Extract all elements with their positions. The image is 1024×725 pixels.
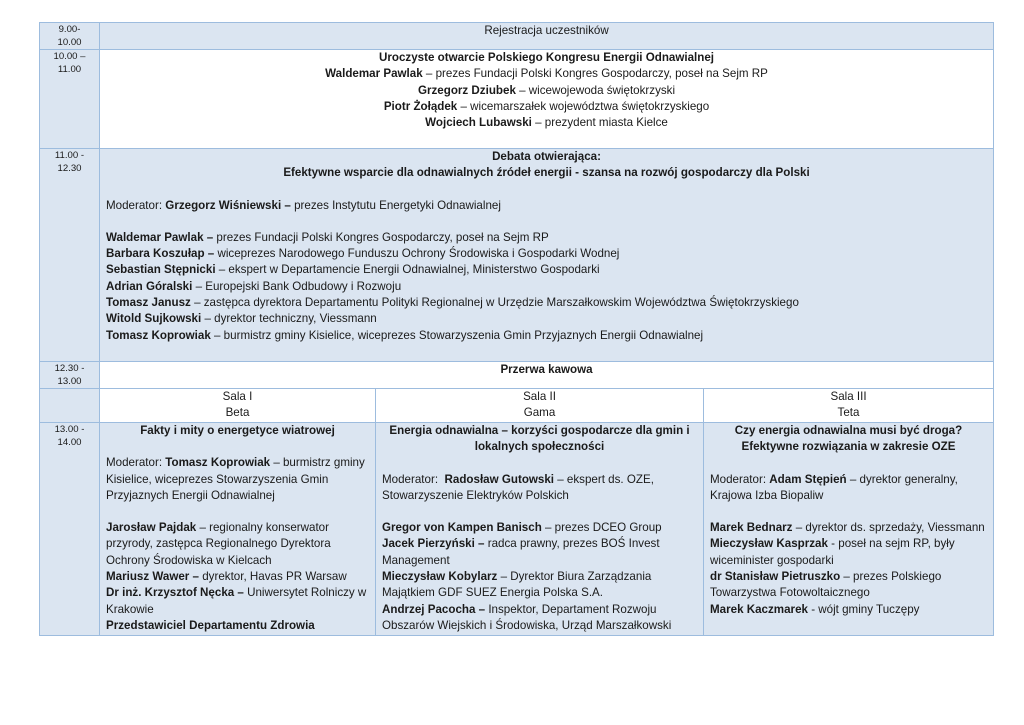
panelist-role: prezes Fundacji Polski Kongres Gospodarczy, poseł na Sejm RP bbox=[213, 230, 549, 244]
panelist-role: Inspektor, Departament Rozwoju Obszarów Wiejskich i Środowiska, Urząd Marszałkowski bbox=[382, 602, 672, 632]
session-title: Fakty i mity o energetyce wiatrowej bbox=[140, 424, 335, 437]
time-cell bbox=[40, 423, 100, 636]
moderator-role: prezes Instytutu Energetyki Odnawialnej bbox=[290, 198, 501, 212]
row-registration bbox=[40, 23, 994, 50]
time-cell bbox=[40, 23, 100, 50]
moderator-name: Adam Stępień bbox=[769, 472, 847, 486]
debate-cell bbox=[100, 149, 994, 362]
panelist-role: – ekspert w Departamencie Energii Odnawialnej, Ministerstwo Gospodarki bbox=[215, 263, 600, 277]
session-title: Energia odnawialna – korzyści gospodarcze dla gmin i lokalnych społeczności bbox=[389, 424, 690, 454]
panelist-name: Tomasz Janusz bbox=[106, 296, 191, 310]
panelist-role: - wójt gminy Tuczępy bbox=[807, 602, 920, 616]
panelist-role: radca prawny, prezes BOŚ Invest Management bbox=[382, 537, 660, 567]
panelist-line bbox=[710, 536, 987, 569]
panelist-role: Uniwersytet Rolniczy w Krakowie bbox=[106, 586, 367, 616]
session-title: Czy energia odnawialna musi być droga? Efektywne rozwiązania w zakresie OZE bbox=[734, 424, 963, 454]
panelist-line bbox=[106, 262, 987, 278]
row-debate bbox=[40, 149, 994, 362]
separator: – bbox=[515, 83, 529, 97]
room-code: Teta bbox=[837, 406, 860, 420]
time-label: 11.00 - 12.30 bbox=[54, 150, 85, 174]
time-cell bbox=[40, 362, 100, 389]
moderator-label: Moderator: bbox=[106, 198, 166, 212]
panelist-role: wiceprezes Narodowego Funduszu Ochrony Środowiska i Gospodarki Wodnej bbox=[214, 247, 620, 261]
session-sala-2 bbox=[376, 423, 704, 636]
panelist-name: Marek Bednarz bbox=[710, 521, 793, 535]
speaker-name: Waldemar Pawlak bbox=[325, 67, 423, 81]
panelist-name: dr Stanisław Pietruszko bbox=[710, 570, 841, 584]
panelist-line bbox=[106, 311, 987, 327]
panelist-line bbox=[106, 618, 369, 634]
speaker-line bbox=[106, 99, 987, 115]
row-rooms bbox=[40, 389, 994, 423]
panelist-name: Tomasz Koprowiak bbox=[106, 328, 211, 342]
panelist-name: Witold Sujkowski bbox=[106, 312, 202, 326]
panelist-name: Mariusz Wawer – bbox=[106, 570, 199, 584]
room-header bbox=[376, 389, 704, 423]
moderator-label: Moderator: bbox=[382, 472, 445, 486]
panelist-line bbox=[710, 602, 987, 618]
panelist-role: – burmistrz gminy Kisielice, wiceprezes Stowarzyszenia Gmin Przyjaznych Energii Odnawialnej bbox=[210, 328, 704, 342]
speaker-role: wicemarszałek województwa świętokrzyskiego bbox=[470, 99, 710, 113]
panelist-role: dyrektor, Havas PR Warsaw bbox=[199, 570, 347, 584]
room-name: Sala II bbox=[523, 390, 556, 403]
moderator-name: Radosław Gutowski bbox=[444, 472, 555, 486]
row-break bbox=[40, 362, 994, 389]
moderator-line bbox=[106, 198, 987, 214]
spacer bbox=[382, 456, 697, 472]
panelist-line bbox=[106, 569, 369, 585]
panelist-name: Mieczysław Kobylarz bbox=[382, 570, 498, 584]
time-cell bbox=[40, 149, 100, 362]
panelist-line bbox=[382, 536, 697, 569]
time-cell-empty bbox=[40, 389, 100, 423]
panelist-line bbox=[710, 569, 987, 602]
debate-title: Debata otwierająca: bbox=[492, 150, 601, 163]
speaker-name: Grzegorz Dziubek bbox=[417, 83, 516, 97]
panelist-name: Marek Kaczmarek bbox=[710, 602, 808, 616]
room-code: Gama bbox=[523, 406, 556, 420]
time-label: 12.30 - 13.00 bbox=[54, 363, 85, 387]
agenda-table bbox=[39, 22, 994, 636]
separator: – bbox=[422, 67, 436, 81]
speaker-role: prezes Fundacji Polski Kongres Gospodarczy, poseł na Sejm RP bbox=[435, 67, 768, 81]
speaker-role: wicewojewoda świętokrzyski bbox=[528, 83, 676, 97]
panelist-name: Adrian Góralski bbox=[106, 279, 193, 293]
time-cell bbox=[40, 50, 100, 149]
time-label: 10.00 – 11.00 bbox=[53, 51, 86, 75]
panelist-line bbox=[106, 279, 987, 295]
spacer bbox=[382, 504, 697, 520]
moderator-role: – ekspert ds. OZE, Stowarzyszenie Elektryków Polskich bbox=[382, 472, 654, 502]
opening-title: Uroczyste otwarcie Polskiego Kongresu Energii Odnawialnej bbox=[379, 51, 715, 64]
registration-title: Rejestracja uczestników bbox=[484, 24, 609, 37]
moderator-label: Moderator: bbox=[710, 472, 770, 486]
panelist-line bbox=[382, 520, 697, 536]
panelist-line bbox=[382, 602, 697, 635]
panelist-line bbox=[106, 295, 987, 311]
room-header bbox=[704, 389, 994, 423]
row-opening bbox=[40, 50, 994, 149]
break-title: Przerwa kawowa bbox=[500, 363, 593, 376]
panelist-name: Przedstawiciel Departamentu Zdrowia bbox=[106, 618, 315, 632]
panelist-name: Gregor von Kampen Banisch bbox=[382, 521, 542, 535]
panelist-role: – prezes Polskiego Towarzystwa Fotowoltaicznego bbox=[710, 570, 942, 600]
speaker-line bbox=[106, 66, 987, 82]
panelist-name: Sebastian Stępnicki bbox=[106, 263, 216, 277]
time-label: 9.00- 10.00 bbox=[57, 24, 82, 48]
panelist-role: – dyrektor ds. sprzedaży, Viessmann bbox=[792, 521, 985, 535]
panelist-line bbox=[106, 520, 369, 569]
panelist-name: Waldemar Pawlak – bbox=[106, 230, 214, 244]
speaker-name: Piotr Żołądek bbox=[383, 99, 458, 113]
panelist-line bbox=[106, 328, 987, 344]
panelist-line bbox=[106, 230, 987, 246]
spacer bbox=[710, 504, 987, 520]
speaker-line bbox=[106, 115, 987, 131]
panelist-name: Jacek Pierzyński – bbox=[382, 537, 485, 551]
panelist-role: – prezes DCEO Group bbox=[541, 521, 662, 535]
panelist-name: Mieczysław Kasprzak bbox=[710, 537, 828, 551]
session-sala-3 bbox=[704, 423, 994, 636]
panelist-role: – Europejski Bank Odbudowy i Rozwoju bbox=[192, 279, 402, 293]
spacer bbox=[106, 439, 369, 455]
panelist-name: Dr inż. Krzysztof Nęcka – bbox=[106, 586, 244, 600]
separator: – bbox=[531, 116, 545, 130]
panelist-line bbox=[106, 246, 987, 262]
room-code: Beta bbox=[225, 406, 250, 420]
moderator-role: – burmistrz gminy Kisielice, wiceprezes Stowarzyszenia Gmin Przyjaznych Energii Odnawialnej bbox=[106, 456, 365, 502]
moderator-line bbox=[382, 472, 697, 505]
speaker-role: prezydent miasta Kielce bbox=[544, 116, 668, 130]
spacer bbox=[710, 456, 987, 472]
panelist-line bbox=[382, 569, 697, 602]
moderator-name: Tomasz Koprowiak bbox=[165, 456, 271, 470]
panelist-name: Barbara Koszułap – bbox=[106, 247, 215, 261]
spacer bbox=[106, 214, 987, 230]
debate-subtitle: Efektywne wsparcie dla odnawialnych źródeł energii - szansa na rozwój gospodarczy dla Polski bbox=[283, 166, 810, 180]
panelist-name: Andrzej Pacocha – bbox=[382, 602, 486, 616]
moderator-role: – dyrektor generalny, Krajowa Izba Biopaliw bbox=[710, 472, 958, 502]
moderator-line bbox=[710, 472, 987, 505]
opening-cell bbox=[100, 50, 994, 149]
panelist-role: – Dyrektor Biura Zarządzania Majątkiem GDF SUEZ Energia Polska S.A. bbox=[382, 570, 652, 600]
room-name: Sala I bbox=[222, 390, 253, 403]
panelist-role: - poseł na sejm RP, były wiceminister gospodarki bbox=[710, 537, 955, 567]
moderator-line bbox=[106, 455, 369, 504]
row-sessions bbox=[40, 423, 994, 636]
moderator-label: Moderator: bbox=[106, 456, 166, 470]
panelist-role: – dyrektor techniczny, Viessmann bbox=[201, 312, 377, 326]
session-sala-1 bbox=[100, 423, 376, 636]
speaker-name: Wojciech Lubawski bbox=[425, 116, 532, 130]
panelist-line bbox=[106, 585, 369, 618]
panelist-role: – zastępca dyrektora Departamentu Polityki Regionalnej w Urzędzie Marszałkowskim Województwa Świętokrzyskiego bbox=[190, 296, 799, 310]
room-header bbox=[100, 389, 376, 423]
panelist-line bbox=[710, 520, 987, 536]
panelist-name: Jarosław Pajdak bbox=[106, 521, 197, 535]
moderator-name: Grzegorz Wiśniewski – bbox=[165, 198, 291, 212]
panelist-role: – regionalny konserwator przyrody, zastępca Regionalnego Dyrektora Ochrony Środowiska w Kielcach bbox=[106, 521, 331, 567]
room-name: Sala III bbox=[830, 390, 867, 403]
separator: – bbox=[457, 99, 471, 113]
break-cell bbox=[100, 362, 994, 389]
registration-cell bbox=[100, 23, 994, 50]
speaker-line bbox=[106, 83, 987, 99]
time-label: 13.00 - 14.00 bbox=[54, 424, 85, 448]
spacer bbox=[106, 182, 987, 198]
spacer bbox=[106, 504, 369, 520]
